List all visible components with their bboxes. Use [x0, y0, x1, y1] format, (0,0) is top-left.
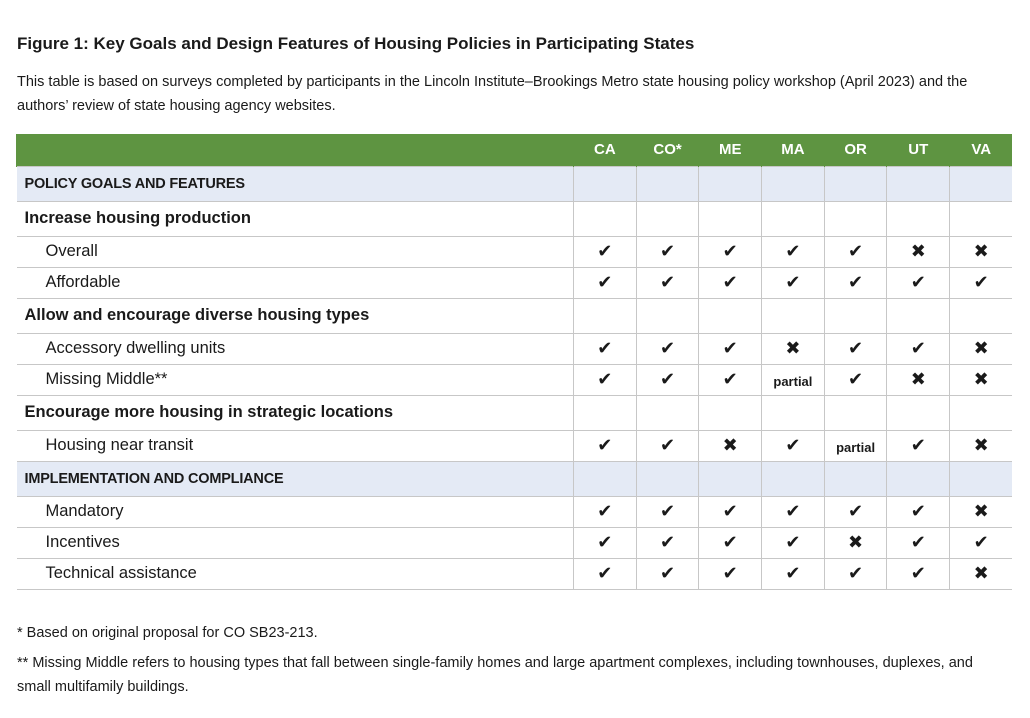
cell-ca	[574, 461, 637, 496]
cell-va	[950, 527, 1013, 558]
check-icon: ✔	[722, 337, 738, 358]
cell-or	[824, 395, 887, 430]
cell-va	[950, 236, 1013, 267]
check-icon: ✔	[722, 562, 738, 583]
check-icon: ✔	[597, 531, 613, 552]
cell-ma	[762, 267, 825, 298]
check-icon: ✔	[785, 531, 801, 552]
table-row	[17, 364, 1013, 395]
cell-co	[636, 461, 699, 496]
figure-subtitle: This table is based on surveys completed by participants in the Lincoln Institute–Brookings Metro state housing policy workshop (April 2023) and the authors’ review of state housing agency websites.	[17, 74, 968, 114]
cell-or	[824, 558, 887, 589]
header-cell-co: CO*	[636, 134, 699, 166]
cell-va	[950, 166, 1013, 201]
cross-icon: ✖	[973, 500, 989, 521]
check-icon: ✔	[910, 337, 926, 358]
cell-ma	[762, 527, 825, 558]
cell-ut	[887, 298, 950, 333]
table-header-row	[17, 134, 1013, 166]
check-icon: ✔	[785, 240, 801, 261]
check-icon: ✔	[659, 240, 676, 261]
cell-or	[824, 267, 887, 298]
cell-me	[699, 461, 762, 496]
cell-ma	[762, 558, 825, 589]
header-cell-blank	[17, 134, 574, 166]
cell-co	[636, 236, 699, 267]
cell-me	[699, 496, 762, 527]
check-icon: ✔	[848, 500, 864, 521]
cell-me	[699, 166, 762, 201]
group-header-row	[17, 298, 1013, 333]
cell-co	[636, 496, 699, 527]
cell-ca	[574, 527, 637, 558]
check-icon: ✔	[910, 531, 926, 552]
cell-ma	[762, 298, 825, 333]
row-label: Accessory dwelling units	[17, 333, 574, 364]
partial-label: partial	[773, 373, 813, 389]
row-label: Mandatory	[17, 496, 574, 527]
check-icon: ✔	[597, 337, 613, 358]
check-icon: ✔	[597, 562, 613, 583]
row-label: Overall	[17, 236, 574, 267]
cell-ut	[887, 527, 950, 558]
cell-me	[699, 298, 762, 333]
check-icon: ✔	[910, 271, 926, 292]
footnote-co: * Based on original proposal for CO SB23-213.	[17, 625, 318, 641]
check-icon: ✔	[722, 368, 738, 389]
cell-or	[824, 333, 887, 364]
header-cell-ca: CA	[574, 134, 637, 166]
cell-ca	[574, 364, 637, 395]
cell-va	[950, 364, 1013, 395]
check-icon: ✔	[659, 434, 676, 455]
check-icon: ✔	[910, 562, 926, 583]
cell-co	[636, 527, 699, 558]
check-icon: ✔	[848, 240, 864, 261]
cell-ca	[574, 236, 637, 267]
cell-ca	[574, 201, 637, 236]
cell-ca	[574, 558, 637, 589]
cell-ut	[887, 333, 950, 364]
check-icon: ✔	[785, 434, 801, 455]
check-icon: ✔	[785, 562, 801, 583]
cell-va	[950, 333, 1013, 364]
check-icon: ✔	[597, 271, 613, 292]
cell-me	[699, 364, 762, 395]
header-cell-ma: MA	[762, 134, 825, 166]
cell-me	[699, 395, 762, 430]
check-icon: ✔	[659, 337, 676, 358]
cell-ca	[574, 430, 637, 461]
cross-icon: ✖	[910, 368, 926, 389]
check-icon: ✔	[910, 434, 926, 455]
row-label: Technical assistance	[17, 558, 574, 589]
cell-me	[699, 558, 762, 589]
cell-va	[950, 496, 1013, 527]
cell-or	[824, 236, 887, 267]
cell-ca	[574, 333, 637, 364]
table-row	[17, 430, 1013, 461]
check-icon: ✔	[597, 240, 613, 261]
table-row	[17, 333, 1013, 364]
section-header-row	[17, 461, 1013, 496]
row-label: Affordable	[17, 267, 574, 298]
cell-me	[699, 236, 762, 267]
cell-ut	[887, 201, 950, 236]
footnote-missing-middle: ** Missing Middle refers to housing types that fall between single-family homes and large apartment complexes, including townhouses, duplexes, and small multifamily buildings.	[17, 655, 973, 695]
cell-ma	[762, 201, 825, 236]
check-icon: ✔	[848, 368, 864, 389]
group-header-row	[17, 201, 1013, 236]
cell-or	[824, 166, 887, 201]
cross-icon: ✖	[973, 337, 989, 358]
header-cell-ut: UT	[887, 134, 950, 166]
cell-or	[824, 461, 887, 496]
cell-ut	[887, 364, 950, 395]
cell-co	[636, 395, 699, 430]
check-icon: ✔	[597, 500, 613, 521]
cell-ut	[887, 267, 950, 298]
cell-ca	[574, 496, 637, 527]
check-icon: ✔	[848, 271, 864, 292]
cell-ma	[762, 236, 825, 267]
check-icon: ✔	[910, 500, 926, 521]
cell-ma	[762, 333, 825, 364]
header-cell-or: OR	[824, 134, 887, 166]
row-label: Housing near transit	[17, 430, 574, 461]
check-icon: ✔	[659, 562, 676, 583]
cell-or	[824, 496, 887, 527]
cell-ma	[762, 364, 825, 395]
check-icon: ✔	[659, 500, 676, 521]
cell-va	[950, 558, 1013, 589]
cell-co	[636, 298, 699, 333]
cross-icon: ✖	[973, 368, 989, 389]
cell-ut	[887, 395, 950, 430]
cell-ut	[887, 430, 950, 461]
cell-ut	[887, 461, 950, 496]
policy-table	[16, 134, 1012, 590]
section-header-row	[17, 166, 1013, 201]
cell-ut	[887, 558, 950, 589]
cell-ca	[574, 298, 637, 333]
row-label: Missing Middle**	[17, 364, 574, 395]
cell-ma	[762, 461, 825, 496]
check-icon: ✔	[722, 500, 738, 521]
table-row	[17, 527, 1013, 558]
cell-ut	[887, 236, 950, 267]
check-icon: ✔	[659, 531, 676, 552]
cell-me	[699, 430, 762, 461]
cell-va	[950, 395, 1013, 430]
cross-icon: ✖	[973, 434, 989, 455]
check-icon: ✔	[848, 337, 864, 358]
check-icon: ✔	[722, 271, 738, 292]
check-icon: ✔	[722, 531, 738, 552]
cell-ca	[574, 166, 637, 201]
cell-or	[824, 201, 887, 236]
group-header-row	[17, 395, 1013, 430]
table-row	[17, 267, 1013, 298]
row-label: IMPLEMENTATION AND COMPLIANCE	[17, 461, 574, 496]
cell-va	[950, 298, 1013, 333]
cell-ma	[762, 166, 825, 201]
cell-va	[950, 461, 1013, 496]
cross-icon: ✖	[973, 562, 989, 583]
header-cell-me: ME	[699, 134, 762, 166]
cell-me	[699, 527, 762, 558]
check-icon: ✔	[973, 271, 989, 292]
cell-ma	[762, 430, 825, 461]
header-cell-va: VA	[950, 134, 1013, 166]
cell-va	[950, 430, 1013, 461]
cell-va	[950, 201, 1013, 236]
check-icon: ✔	[597, 434, 613, 455]
row-label: Increase housing production	[17, 201, 574, 236]
cross-icon: ✖	[848, 531, 864, 552]
figure-title: Figure 1: Key Goals and Design Features of Housing Policies in Participating States	[17, 34, 695, 53]
row-label: Incentives	[17, 527, 574, 558]
cell-co	[636, 166, 699, 201]
cell-or	[824, 364, 887, 395]
cross-icon: ✖	[973, 240, 989, 261]
table-body	[17, 166, 1013, 589]
cell-ca	[574, 267, 637, 298]
cell-me	[699, 267, 762, 298]
cell-co	[636, 430, 699, 461]
table-row	[17, 236, 1013, 267]
check-icon: ✔	[597, 368, 613, 389]
cell-ut	[887, 166, 950, 201]
cell-ca	[574, 395, 637, 430]
cell-co	[636, 364, 699, 395]
cell-ma	[762, 395, 825, 430]
check-icon: ✔	[785, 500, 801, 521]
cross-icon: ✖	[910, 240, 926, 261]
check-icon: ✔	[659, 368, 676, 389]
check-icon: ✔	[848, 562, 864, 583]
row-label: Encourage more housing in strategic locations	[17, 395, 574, 430]
check-icon: ✔	[785, 271, 801, 292]
table-row	[17, 496, 1013, 527]
cross-icon: ✖	[785, 337, 801, 358]
row-label: Allow and encourage diverse housing types	[17, 298, 574, 333]
cell-or	[824, 527, 887, 558]
check-icon: ✔	[722, 240, 738, 261]
cell-co	[636, 267, 699, 298]
cell-co	[636, 201, 699, 236]
row-label: POLICY GOALS AND FEATURES	[17, 166, 574, 201]
cell-ut	[887, 496, 950, 527]
cell-va	[950, 267, 1013, 298]
cell-me	[699, 333, 762, 364]
partial-label: partial	[836, 439, 876, 455]
cell-co	[636, 558, 699, 589]
cross-icon: ✖	[722, 434, 738, 455]
cell-me	[699, 201, 762, 236]
check-icon: ✔	[973, 531, 989, 552]
check-icon: ✔	[659, 271, 676, 292]
cell-or	[824, 430, 887, 461]
cell-ma	[762, 496, 825, 527]
cell-co	[636, 333, 699, 364]
table-row	[17, 558, 1013, 589]
cell-or	[824, 298, 887, 333]
